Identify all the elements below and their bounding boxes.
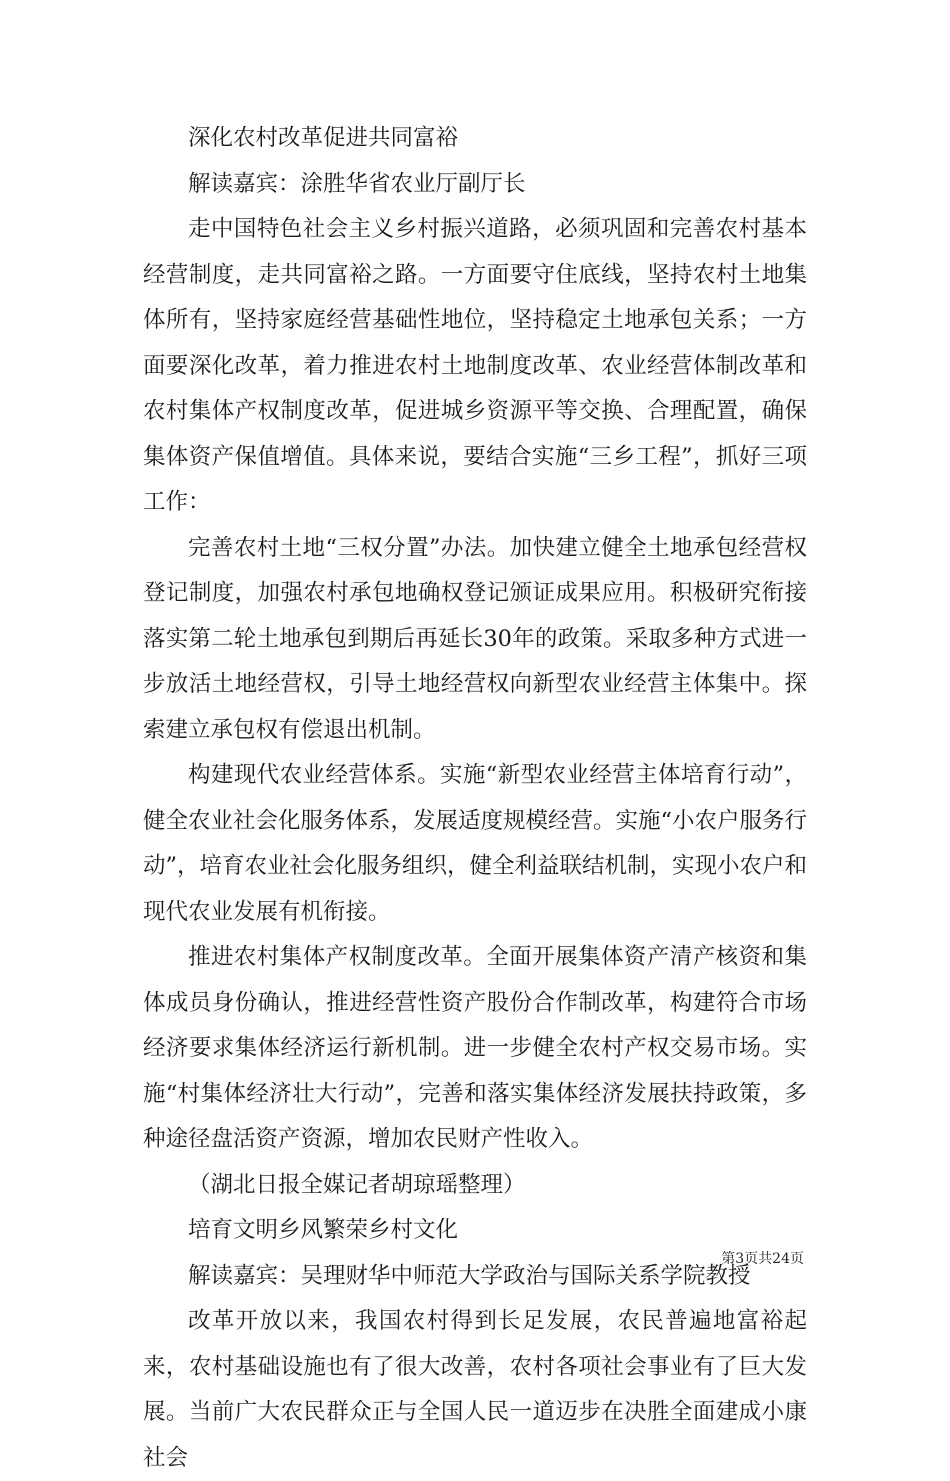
paragraph-collective-property: 推进农村集体产权制度改革。全面开展集体资产清产核资和集体成员身份确认，推进经营性资产股份合作制改革，构建符合市场经济要求集体经济运行新机制。进一步健全农村产权交易市场。实施“村集体经济壮大行动”，完善和落实集体经济发展扶持政策，多种途径盘活资产资源，增加农民财产性收入。 (143, 944, 807, 1152)
page-number: 第3页共24页 (721, 1251, 804, 1267)
paragraph-land-rights: 完善农村土地“三权分置”办法。加快建立健全土地承包经营权登记制度，加强农村承包地确权登记颁证成果应用。积极研究衔接落实第二轮土地承包到期后再延长30年的政策。采取多种方式进一步放活土地经营权，引导土地经营权向新型农业经营主体集中。探索建立承包权有偿退出机制。 (143, 534, 807, 743)
paragraph-agri-system: 构建现代农业经营体系。实施“新型农业经营主体培育行动”，健全农业社会化服务体系，发展适度规模经营。实施“小农户服务行动”，培育农业社会化服务组织，健全利益联结机制，实现小农户和现代农业发展有机衔接。 (143, 762, 808, 925)
guest-line-1: 解读嘉宾：涂胜华省农业厅副厅长 (188, 170, 526, 197)
section-title-rural-culture: 培育文明乡风繁荣乡村文化 (188, 1217, 459, 1243)
document-body (143, 116, 807, 1481)
section-title-rural-reform: 深化农村改革促进共同富裕 (188, 125, 459, 151)
paragraph-culture-intro: 改革开放以来，我国农村得到长足发展，农民普遍地富裕起来，农村基础设施也有了很大改善，农村各项社会事业有了巨大发展。当前广大农民群众正与全国人民一道迈步在决胜全面建成小康社会 (143, 1308, 807, 1471)
paragraph-intro: 走中国特色社会主义乡村振兴道路，必须巩固和完善农村基本经营制度，走共同富裕之路。一方面要守住底线，坚持农村土地集体所有，坚持家庭经营基础性地位，坚持稳定土地承包关系；一方面要深化改革，着力推进农村土地制度改革、农业经营体制改革和农村集体产权制度改革，促进城乡资源平等交换、合理配置，确保集体资产保值增值。具体来说，要结合实施“三乡工程”，抓好三项工作： (143, 216, 807, 515)
editor-note: （湖北日报全媒记者胡琼瑶整理） (188, 1171, 526, 1198)
guest-line-2: 解读嘉宾：吴理财华中师范大学政治与国际关系学院教授 (188, 1262, 751, 1289)
